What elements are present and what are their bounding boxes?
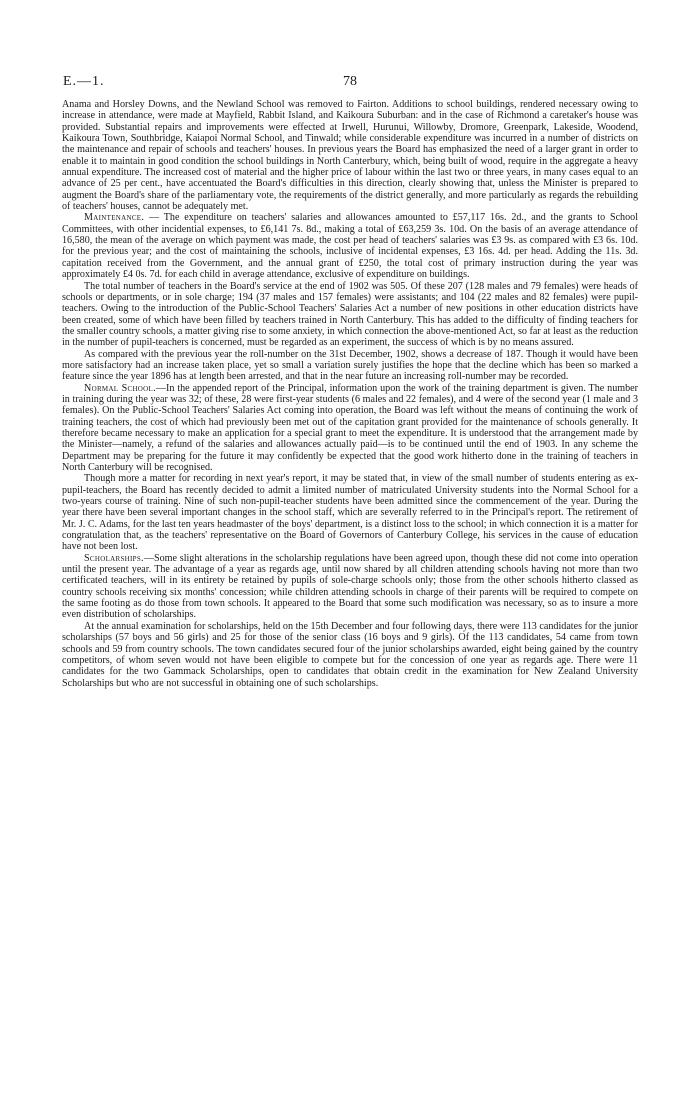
- paragraph-scholarships: [62, 553, 638, 621]
- paragraph-maintenance: [62, 212, 638, 280]
- paragraph-text: Anama and Horsley Downs, and the Newland School was removed to Fairton. Additions to school buildings, rendered necessary owing to increase in attendance, were made at Mayfield, Rabbit Island, and Kaikoura Suburban: and in the case of Richmond a caretaker's house was provided. Substantial repairs and improvements were effected at Irwell, Hurunui, Willowby, Dromore, Greenpark, Lakeside, Woodend, Kaikoura Town, Southbridge, Kaiapoi Normal School, and Tinwald; while considerable expenditure was incurred in a number of districts on the maintenance and repair of schools and teachers' houses. In previous years the Board has emphasized the need of a larger grant in order to enable it to maintain in good condition the school buildings in North Canterbury, which, being built of wood, require in the aggregate a heavy annual expenditure. The increased cost of material and the higher price of labour within the last two or three years, in many cases equal to an advance of 25 per cent., have accentuated the Board's difficulties in this direction, clearly showing that, unless the Minister is prepared to augment the Board's share of the parliamentary vote, the requirements of the district generally, and more particularly as regards the rebuilding of teachers' houses, cannot be adequately met.: [62, 99, 638, 213]
- paragraph-text: The total number of teachers in the Board's service at the end of 1902 was 505. Of these 207 (128 males and 79 females) were heads of schools or departments, or in sole charge; 194 (37 males and 157 females) were assistants; and 104 (22 males and 82 females) were pupil-teachers. Owing to the introduction of the Public-School Teachers' Salaries Act a number of new positions in other education districts have been created, some of which have been filled by teachers trained in North Canterbury. This has added to the difficulty of finding teachers for the smaller country schools, a matter giving rise to some anxiety, in which connection the above-mentioned Act, so far at least as the reduction in the number of pupil-teachers is concerned, must be regarded as an experiment, the success of which is by no means assured.: [62, 280, 638, 349]
- paragraph-text: —In the appended report of the Principal, information upon the work of the training department is given. The number in training during the year was 32; of these, 28 were first-year students (6 males and 22 females), and 4 were of the second year (1 male and 3 females). On the Public-School Teachers' Salaries Act coming into operation, the Board was left without the means of continuing the work of training teachers, the cost of which had previously been met out of the capitation grant provided for the maintenance of schools generally. It therefore became necessary to make an application for a special grant to meet the expenditure. It is understood that the arrangement made by the Minister—namely, a refund of the salaries and allowances actually paid—is to be continued until the end of 1903. In any scheme the Department may be preparing for the future it may confidently be expected that the good work hitherto done in the training of teachers in North Canterbury will be recognised.: [62, 382, 638, 473]
- paragraph-normal-school: [62, 383, 638, 474]
- paragraph-text: —Some slight alterations in the scholarship regulations have been agreed upon, though these did not come into operation until the present year. The advantage of a year as regards age, until now shared by all children attending schools having not more than two certificated teachers, will in its entirety be retained by pupils of sole-charge schools only; those from the other schools hitherto classed as country schools receiving six months' concession; while children attending schools in charge of their parents will be required to compete on the same footing as do those from town schools. It appeared to the Board that some such modification was necessary, so as to insure a more even distribution of scholarships.: [62, 552, 638, 621]
- paragraph-text: Though more a matter for recording in next year's report, it may be stated that, in view of the small number of students entering as ex-pupil-teachers, the Board has recently decided to admit a limited number of matriculated University students into the Normal School for a two-years course of training. Nine of such non-pupil-teacher students have been admitted since the commencement of the year. During the year there have been several important changes in the school staff, which are severally referred to in the Principal's report. The retirement of Mr. J. C. Adams, for the last ten years headmaster of the boys' department, is a distinct loss to the school; in which connection it is a matter for congratulation that, as the teachers' representative on the Board of Governors of Canterbury College, his services in the cause of education have not been lost.: [62, 473, 638, 553]
- body-text: [62, 99, 638, 689]
- page-header: [55, 74, 645, 94]
- paragraph-examination: [62, 621, 638, 689]
- document-reference: E.—1.: [63, 74, 105, 89]
- paragraph-text: — The expenditure on teachers' salaries and allowances amounted to £57,117 16s. 2d., and the grants to School Committees, with other incidential expenses, to £6,141 7s. 8d., making a total of £63,259 3s. 10d. On the basis of an average attendance of 16,580, the mean of the average on which payment was made, the cost per head of teachers' salaries was £3 9s. as compared with £3 6s. 10d. for the previous year; and the cost of maintaining the schools, inclusive of incidental expenses, £3 16s. 4d. per head. Adding the 11s. 3d. capitation received from the Government, and the annual grant of £250, the total cost of primary instruction during the year was approximately £4 0s. 7d. for each child in average attendance, exclusive of expenditure on buildings.: [62, 212, 638, 281]
- paragraph-text: At the annual examination for scholarships, held on the 15th December and four following days, there were 113 candidates for the junior scholarships (57 boys and 56 girls) and 25 for those of the senior class (16 boys and 9 girls). Of the 113 candidates, 54 came from town schools and 59 from country schools. The town candidates secured four of the junior scholarships awarded, eight being gained by the country competitors, of whom seven would not have been eligible to compete but for the concession of one year as regards age. There were 11 candidates for the two Gammack Scholarships, open to candidates that obtain credit in the examination for New Zealand University Scholarships but who are not successful in obtaining one of such scholarships.: [62, 620, 638, 689]
- paragraph-roll-number: [62, 349, 638, 383]
- paragraph-teachers: [62, 281, 638, 349]
- section-heading-normal-school: Normal School.: [84, 382, 156, 394]
- section-heading-scholarships: Scholarships.: [84, 552, 144, 564]
- page-number: 78: [343, 74, 357, 89]
- paragraph-text: As compared with the previous year the roll-number on the 31st December, 1902, shows a decrease of 187. Though it would have been more satisfactory had an increase taken place, yet so small a variation surely justifies the hope that the decline which has been so marked a feature since the year 1896 has at length been arrested, and that in the near future an increasing roll-number may be recorded.: [62, 348, 638, 383]
- paragraph-buildings: [62, 99, 638, 212]
- section-heading-maintenance: Maintenance.: [84, 212, 145, 224]
- paragraph-students: [62, 473, 638, 552]
